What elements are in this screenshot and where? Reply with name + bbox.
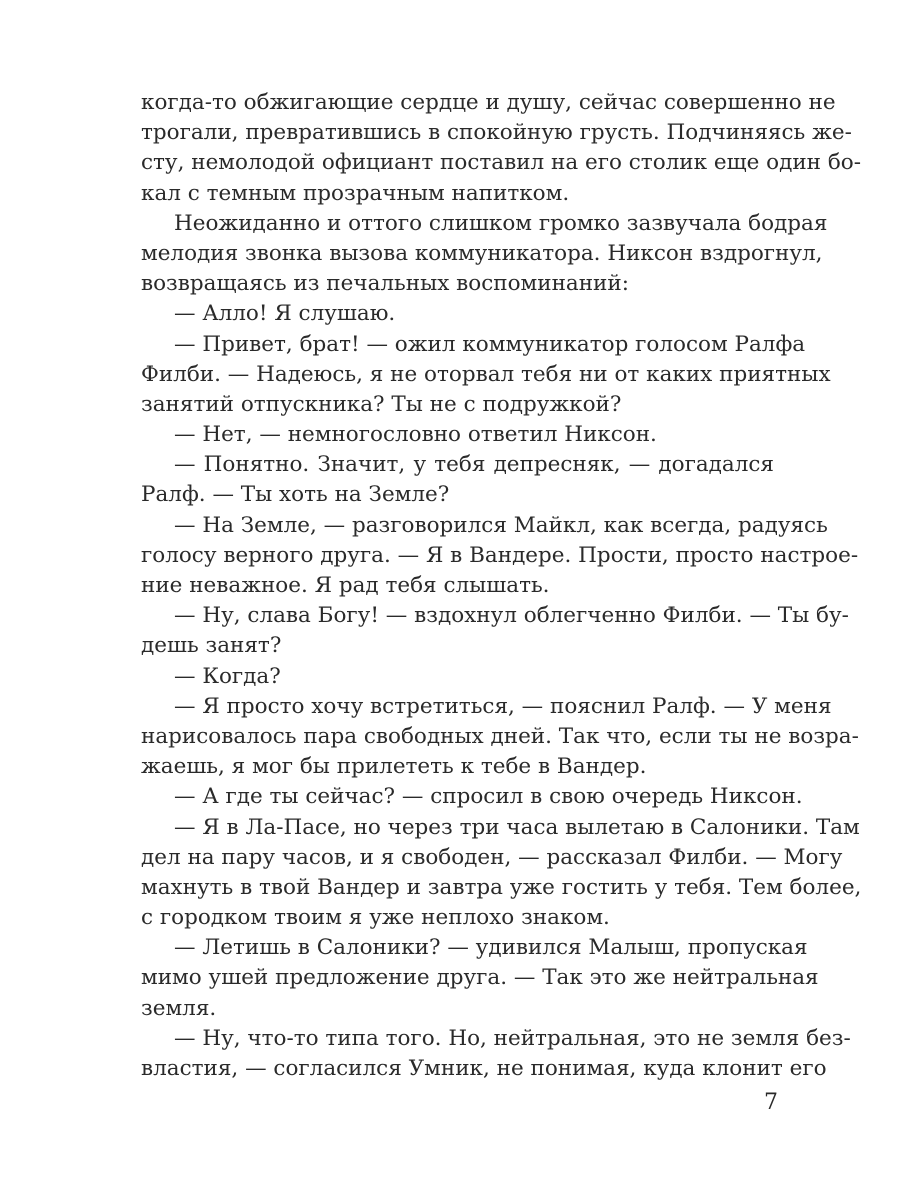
text-line: нарисовалось пара свободных дней. Так что, если ты не возра- bbox=[141, 723, 859, 749]
text-line: — Когда? bbox=[174, 663, 281, 689]
text-line: жаешь, я мог бы прилететь к тебе в Вандер. bbox=[141, 754, 647, 780]
text-line: — Ну, что-то типа того. Но, нейтральная, это не земля без- bbox=[174, 1025, 851, 1051]
body-text bbox=[141, 88, 862, 1084]
text-line: — Ну, слава Богу! — вздохнул облегченно Филби. — Ты бу- bbox=[174, 603, 849, 629]
text-line: — Я просто хочу встретиться, — пояснил Ралф. — У меня bbox=[174, 693, 832, 719]
text-line: мимо ушей предложение друга. — Так это же нейтральная bbox=[141, 965, 819, 991]
text-line: ние неважное. Я рад тебя слышать. bbox=[141, 573, 550, 598]
text-line: земля. bbox=[141, 995, 217, 1021]
text-line: властия, — согласился Умник, не понимая, куда клонит его bbox=[141, 1056, 827, 1081]
text-line: когда-то обжигающие сердце и душу, сейчас совершенно не bbox=[141, 90, 836, 115]
text-line: Ралф. — Ты хоть на Земле? bbox=[141, 482, 450, 508]
text-line: — Нет, — немногословно ответил Никсон. bbox=[174, 422, 657, 448]
text-line: кал с темным прозрачным напитком. bbox=[141, 180, 570, 206]
text-line: — Летишь в Салоники? — удивился Малыш, пропуская bbox=[174, 935, 808, 961]
text-line: дел на пару часов, и я свободен, — рассказал Филби. — Могу bbox=[141, 844, 843, 870]
text-line: — Я в Ла-Пасе, но через три часа вылетаю в Салоники. Там bbox=[174, 814, 860, 840]
text-line: — Привет, брат! — ожил коммуникатор голосом Ралфа bbox=[174, 331, 806, 357]
text-line: Филби. — Надеюсь, я не оторвал тебя ни от каких приятных bbox=[141, 361, 831, 387]
text-line: — Понятно. Значит, у тебя депресняк, — догадался bbox=[174, 452, 774, 478]
text-line: — Алло! Я слушаю. bbox=[174, 301, 396, 327]
text-line: сту, немолодой официант поставил на его столик еще один бо- bbox=[141, 150, 861, 176]
text-line: занятий отпускника? Ты не с подружкой? bbox=[141, 391, 622, 417]
text-line: Неожиданно и оттого слишком громко зазвучала бодрая bbox=[174, 210, 828, 236]
text-line: дешь занят? bbox=[141, 633, 282, 659]
text-line: — На Земле, — разговорился Майкл, как всегда, радуясь bbox=[174, 512, 828, 538]
text-line: голосу верного друга. — Я в Вандере. Прости, просто настрое- bbox=[141, 542, 859, 568]
text-line: — А где ты сейчас? — спросил в свою очередь Никсон. bbox=[174, 784, 803, 810]
text-line: с городком твоим я уже неплохо знаком. bbox=[141, 905, 610, 931]
page-number: 7 bbox=[764, 1090, 778, 1115]
text-line: махнуть в твой Вандер и завтра уже гостить у тебя. Тем более, bbox=[141, 874, 862, 900]
text-line: возвращаясь из печальных воспоминаний: bbox=[141, 271, 629, 297]
text-line: мелодия звонка вызова коммуникатора. Никсон вздрогнул, bbox=[141, 240, 823, 266]
text-line: трогали, превратившись в спокойную грусть. Подчиняясь же- bbox=[141, 120, 852, 146]
